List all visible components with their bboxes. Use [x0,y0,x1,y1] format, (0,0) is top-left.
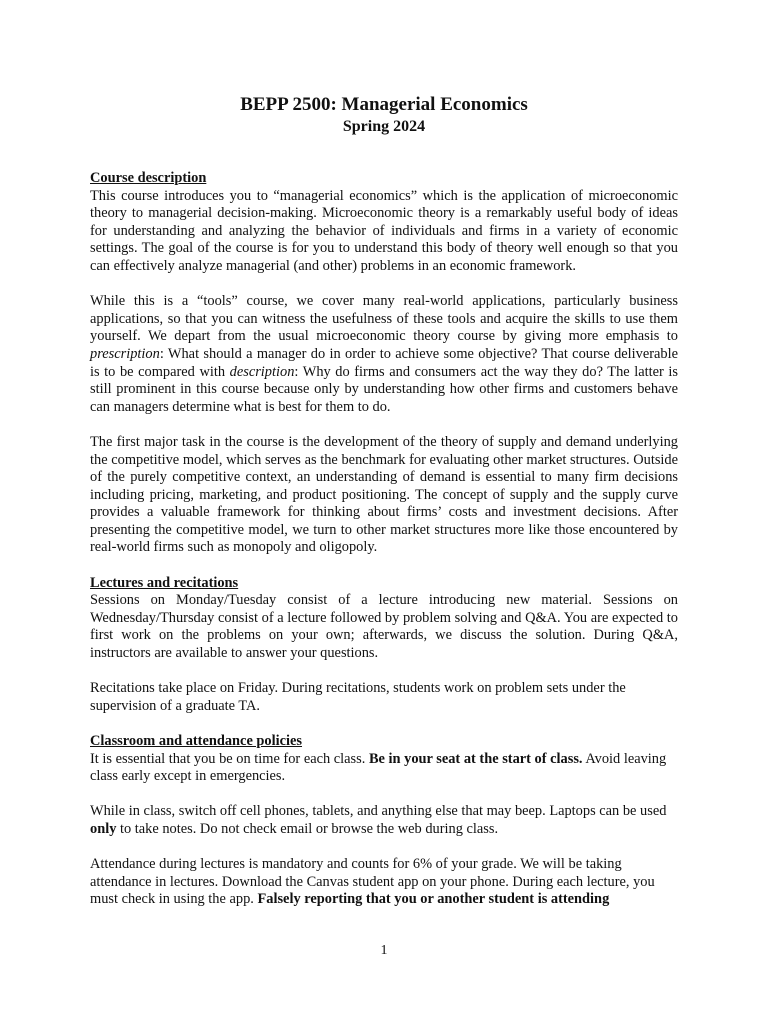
bold-seat-rule: Be in your seat at the start of class. [368,750,583,767]
text-run: : Why do firms and consumers act the way they do? The latter is still prominent in this course because only by understanding how other firms and customers behave can managers determine what is best for them to do. [90,363,678,415]
section-heading-course-description: Course description [90,170,207,186]
text-run: Avoid leaving class early except in emergencies. [90,750,667,785]
bold-only: only [90,820,117,837]
lectures-paragraph-1: Sessions on Monday/Tuesday consist of a lecture introducing new material. Sessions on Wednesday/Thursday consist of a lecture followed by problem solving and Q&A. You are expected to first work on the problems on your own; afterwards, we discuss the solution. During Q&A, instructors are available to answer your questions. [90,592,678,662]
emphasis-prescription: prescription [90,345,160,362]
course-description-paragraph-2 [90,293,678,416]
emphasis-description: description [229,363,295,380]
text-run: Attendance during lectures is mandatory and counts for 6% of your grade. We will be taking attendance in lectures. Download the Canvas student app on your phone. During each lecture, you must check in using the app. [90,856,655,908]
text-run: While this is a “tools” course, we cover many real-world applications, particularly business applications, so that you can witness the usefulness of these tools and acquire the skills to use them yourself. We depart from the usual microeconomic theory course by giving more emphasis to [90,293,678,345]
policies-paragraph-3 [90,856,678,909]
lectures-paragraph-2: Recitations take place on Friday. During recitations, students work on problem sets under the supervision of a graduate TA. [90,680,626,714]
section-heading-lectures: Lectures and recitations [90,574,239,591]
course-description-paragraph-3: The first major task in the course is the development of the theory of supply and demand underlying the competitive model, which serves as the benchmark for evaluating other market structures. Outside of the purely competitive context, an understanding of demand is essential to many firm decisions including pricing, marketing, and product positioning. The concept of supply and the supply curve provides a valuable framework for thinking about firms’ costs and investment decisions. After presenting the competitive model, we turn to other market structures more like those encountered by real-world firms such as monopoly and oligopoly. [90,433,678,556]
policies-section [90,733,678,909]
page-number: 1 [380,943,388,958]
lectures-section [90,575,678,716]
text-run: It is essential that you be on time for each class. [90,750,369,767]
course-description-section [90,170,678,557]
policies-paragraph-1 [90,751,678,786]
section-heading-policies: Classroom and attendance policies [90,733,303,749]
syllabus-page [90,93,678,927]
text-run: While in class, switch off cell phones, tablets, and anything else that may beep. Laptops can be used [90,803,667,820]
page-title: BEPP 2500: Managerial Economics [240,94,528,115]
text-run: : What should a manager do in order to achieve some objective? That course deliverable is to be compared with [90,345,678,380]
course-description-paragraph-1: This course introduces you to “managerial economics” which is the application of microeconomic theory to managerial decision-making. Microeconomic theory is a remarkably useful body of ideas for understanding and analyzing the behavior of individuals and firms in a variety of economic settings. The goal of the course is for you to understand this body of theory well enough so that you can effectively analyze managerial (and other) problems in an economic framework. [90,187,678,274]
bold-false-reporting: Falsely reporting that you or another student is attending [257,891,610,908]
term-subtitle: Spring 2024 [342,118,426,135]
policies-paragraph-2 [90,803,678,838]
text-run: to take notes. Do not check email or browse the web during class. [116,820,499,837]
